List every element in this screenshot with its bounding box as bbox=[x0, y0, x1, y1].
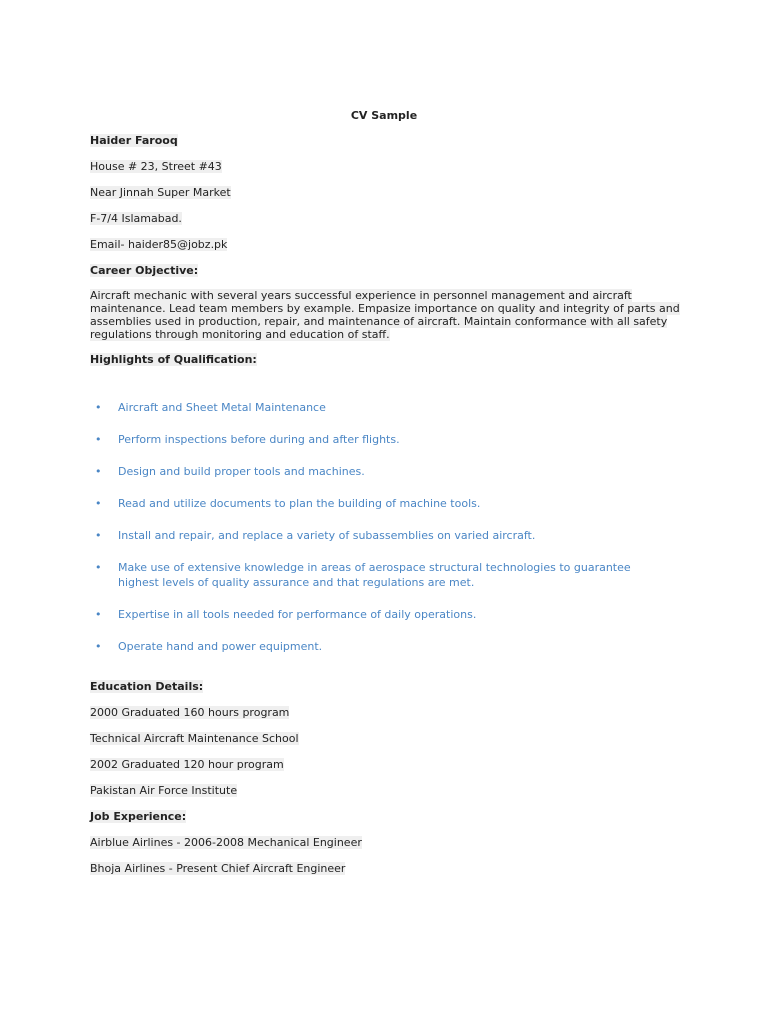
education-heading bbox=[90, 679, 680, 694]
education-line bbox=[90, 705, 680, 720]
education-line-text: 2000 Graduated 160 hours program bbox=[90, 706, 290, 719]
qualification-text: Perform inspections before during and after flights. bbox=[118, 433, 400, 446]
experience-heading-text: Job Experience: bbox=[90, 810, 187, 823]
document-title bbox=[90, 108, 678, 123]
education-line-text: Technical Aircraft Maintenance School bbox=[90, 732, 299, 745]
bullet-icon: • bbox=[95, 561, 102, 574]
address-line-2-text: Near Jinnah Super Market bbox=[90, 186, 231, 199]
email-text: Email- haider85@jobz.pk bbox=[90, 238, 228, 251]
bullet-icon: • bbox=[95, 640, 102, 653]
career-objective-line-4: regulations through monitoring and education of staff. bbox=[90, 328, 390, 341]
address-line-3 bbox=[90, 211, 680, 226]
experience-line-text: Airblue Airlines - 2006-2008 Mechanical Engineer bbox=[90, 836, 362, 849]
career-objective-line-1: Aircraft mechanic with several years successful experience in personnel management and aircraft bbox=[90, 289, 632, 302]
education-line bbox=[90, 731, 680, 746]
qualification-item bbox=[90, 400, 680, 415]
address-line-1 bbox=[90, 159, 680, 174]
career-objective-heading bbox=[90, 263, 680, 278]
experience-line bbox=[90, 835, 680, 850]
qualifications-heading-text: Highlights of Qualification: bbox=[90, 353, 257, 366]
bullet-icon: • bbox=[95, 608, 102, 621]
career-objective-heading-text: Career Objective: bbox=[90, 264, 199, 277]
career-objective-paragraph bbox=[90, 289, 680, 341]
education-line bbox=[90, 783, 680, 798]
experience-heading bbox=[90, 809, 680, 824]
qualification-text: Operate hand and power equipment. bbox=[118, 640, 323, 653]
cv-document bbox=[90, 108, 680, 887]
qualification-item bbox=[90, 607, 680, 622]
qualification-text: Read and utilize documents to plan the building of machine tools. bbox=[118, 497, 481, 510]
career-objective-line-2: maintenance. Lead team members by example. Empasize importance on quality and integrity of parts and bbox=[90, 302, 680, 315]
qualification-item bbox=[90, 496, 680, 511]
email-line bbox=[90, 237, 680, 252]
qualifications-heading bbox=[90, 352, 680, 367]
experience-line bbox=[90, 861, 680, 876]
candidate-name-text: Haider Farooq bbox=[90, 134, 178, 147]
qualification-text: Make use of extensive knowledge in areas of aerospace structural technologies to guarantee highest levels of quality assurance and that regulations are met. bbox=[118, 561, 631, 589]
qualification-text: Design and build proper tools and machines. bbox=[118, 465, 365, 478]
bullet-icon: • bbox=[95, 497, 102, 510]
qualification-text: Install and repair, and replace a variety of subassemblies on varied aircraft. bbox=[118, 529, 536, 542]
address-line-2 bbox=[90, 185, 680, 200]
bullet-icon: • bbox=[95, 433, 102, 446]
document-title-text: CV Sample bbox=[350, 109, 418, 122]
address-line-1-text: House # 23, Street #43 bbox=[90, 160, 222, 173]
career-objective-line-3: assemblies used in production, repair, and maintenance of aircraft. Maintain conformance with all safety bbox=[90, 315, 668, 328]
qualification-item bbox=[90, 560, 680, 590]
experience-line-text: Bhoja Airlines - Present Chief Aircraft Engineer bbox=[90, 862, 346, 875]
qualification-item bbox=[90, 528, 680, 543]
qualification-item bbox=[90, 464, 680, 479]
bullet-icon: • bbox=[95, 529, 102, 542]
qualification-item bbox=[90, 432, 680, 447]
education-line-text: Pakistan Air Force Institute bbox=[90, 784, 238, 797]
education-line bbox=[90, 757, 680, 772]
candidate-name bbox=[90, 133, 680, 148]
bullet-icon: • bbox=[95, 465, 102, 478]
bullet-icon: • bbox=[95, 401, 102, 414]
qualifications-list bbox=[90, 400, 680, 654]
qualification-text: Aircraft and Sheet Metal Maintenance bbox=[118, 401, 326, 414]
education-heading-text: Education Details: bbox=[90, 680, 204, 693]
address-line-3-text: F-7/4 Islamabad. bbox=[90, 212, 182, 225]
qualification-text: Expertise in all tools needed for performance of daily operations. bbox=[118, 608, 477, 621]
qualification-item bbox=[90, 639, 680, 654]
education-line-text: 2002 Graduated 120 hour program bbox=[90, 758, 284, 771]
